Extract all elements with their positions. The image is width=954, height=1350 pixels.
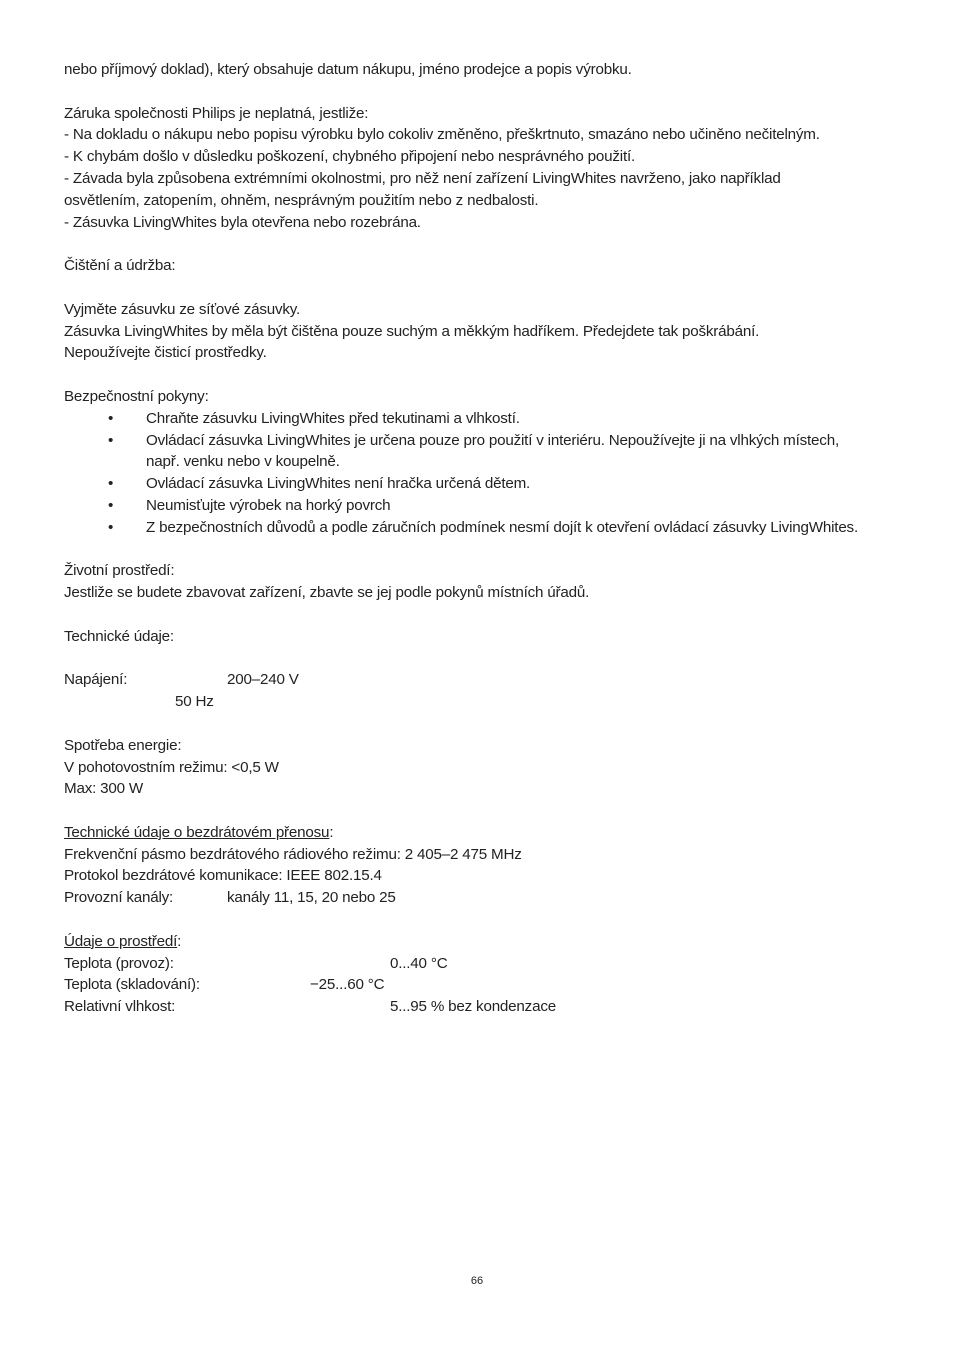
warranty-item: - Závada byla způsobena extrémními okolnostmi, pro něž není zařízení LivingWhites navrženo, jako například bbox=[64, 169, 781, 187]
spacer bbox=[64, 800, 904, 822]
temp-storage-value: −25...60 °C bbox=[310, 976, 385, 994]
cleaning-heading: Čištění a údržba: bbox=[64, 257, 176, 275]
technical-heading: Technické údaje: bbox=[64, 627, 174, 645]
standby-consumption: V pohotovostním režimu: <0,5 W bbox=[64, 758, 279, 776]
intro-line: nebo příjmový doklad), který obsahuje datum nákupu, jméno prodejce a popis výrobku. bbox=[64, 61, 632, 78]
wireless-heading: Technické údaje o bezdrátovém přenosu bbox=[64, 823, 330, 841]
channels-value: kanály 11, 15, 20 nebo 25 bbox=[227, 889, 396, 907]
power-voltage: 200–240 V bbox=[227, 671, 299, 689]
bullet-icon: • bbox=[108, 409, 114, 427]
warranty-item: - Na dokladu o nákupu nebo popisu výrobku bylo cokoliv změněno, přeškrtnuto, smazáno nebo učiněno nečitelným. bbox=[64, 126, 820, 144]
max-consumption: Max: 300 W bbox=[64, 780, 144, 798]
list-item bbox=[64, 495, 866, 517]
spacer bbox=[64, 233, 904, 255]
spacer bbox=[64, 909, 904, 931]
ambient-heading: Údaje o prostředí bbox=[64, 932, 178, 950]
wireless-heading-colon: : bbox=[329, 823, 334, 841]
spacer bbox=[64, 277, 904, 299]
list-item bbox=[64, 473, 866, 495]
power-freq-row bbox=[64, 691, 904, 713]
document-body bbox=[64, 59, 904, 1018]
temp-operation-row bbox=[64, 953, 904, 975]
spacer bbox=[64, 604, 904, 626]
bullet-icon: • bbox=[108, 431, 114, 449]
warranty-item: osvětlením, zatopením, ohněm, nesprávným použitím nebo z nedbalosti. bbox=[64, 191, 539, 209]
temp-storage-label: Teplota (skladování): bbox=[64, 976, 200, 994]
list-item-text: Ovládací zásuvka LivingWhites je určena pouze pro použití v interiéru. Nepoužívejte ji na vlhkých místech, např. venku nebo v koupelně. bbox=[146, 431, 839, 471]
humidity-label: Relativní vlhkost: bbox=[64, 998, 176, 1016]
bullet-icon: • bbox=[108, 518, 114, 536]
power-label: Napájení: bbox=[64, 671, 128, 689]
wireless-protocol: Protokol bezdrátové komunikace: IEEE 802.15.4 bbox=[64, 867, 382, 885]
environment-line: Jestliže se budete zbavovat zařízení, zbavte se jej podle pokynů místních úřadů. bbox=[64, 584, 590, 602]
wireless-heading-line bbox=[64, 822, 904, 844]
spacer bbox=[64, 648, 904, 670]
cleaning-line: Zásuvka LivingWhites by měla být čištěna pouze suchým a měkkým hadříkem. Předejdete tak poškrábání. bbox=[64, 322, 760, 340]
ambient-heading-line bbox=[64, 931, 904, 953]
environment-heading: Životní prostředí: bbox=[64, 562, 175, 580]
list-item bbox=[64, 517, 866, 539]
power-row bbox=[64, 669, 904, 691]
safety-heading: Bezpečnostní pokyny: bbox=[64, 387, 209, 405]
list-item-text: Neumisťujte výrobek na horký povrch bbox=[146, 496, 391, 514]
bullet-icon: • bbox=[108, 475, 114, 493]
channels-row bbox=[64, 887, 904, 909]
channels-label: Provozní kanály: bbox=[64, 889, 174, 907]
temp-operation-value: 0...40 °C bbox=[390, 954, 448, 972]
list-item-text: Z bezpečnostních důvodů a podle záručních podmínek nesmí dojít k otevření ovládací zásuvky LivingWhites. bbox=[146, 518, 858, 536]
list-item bbox=[64, 430, 866, 474]
spacer bbox=[64, 364, 904, 386]
warranty-item: - Zásuvka LivingWhites byla otevřena nebo rozebrána. bbox=[64, 213, 421, 231]
temp-storage-row bbox=[64, 974, 904, 996]
wireless-frequency: Frekvenční pásmo bezdrátového rádiového režimu: 2 405–2 475 MHz bbox=[64, 845, 522, 863]
safety-list bbox=[64, 408, 904, 539]
list-item bbox=[64, 408, 866, 430]
cleaning-line: Nepoužívejte čisticí prostředky. bbox=[64, 344, 267, 362]
humidity-value: 5...95 % bez kondenzace bbox=[390, 998, 556, 1016]
temp-operation-label: Teplota (provoz): bbox=[64, 954, 174, 972]
warranty-item: - K chybám došlo v důsledku poškození, chybného připojení nebo nesprávného použití. bbox=[64, 148, 636, 166]
power-frequency: 50 Hz bbox=[175, 693, 214, 711]
bullet-icon: • bbox=[108, 496, 114, 514]
humidity-row bbox=[64, 996, 904, 1018]
spacer bbox=[64, 81, 904, 103]
consumption-heading: Spotřeba energie: bbox=[64, 736, 182, 754]
list-item-text: Ovládací zásuvka LivingWhites není hračka určená dětem. bbox=[146, 475, 531, 493]
spacer bbox=[64, 713, 904, 735]
cleaning-line: Vyjměte zásuvku ze síťové zásuvky. bbox=[64, 300, 301, 318]
list-item-text: Chraňte zásuvku LivingWhites před tekutinami a vlhkostí. bbox=[146, 409, 520, 427]
page-number: 66 bbox=[470, 1275, 484, 1287]
warranty-heading: Záruka společnosti Philips je neplatná, jestliže: bbox=[64, 104, 369, 122]
ambient-heading-colon: : bbox=[177, 932, 182, 950]
spacer bbox=[64, 539, 904, 561]
